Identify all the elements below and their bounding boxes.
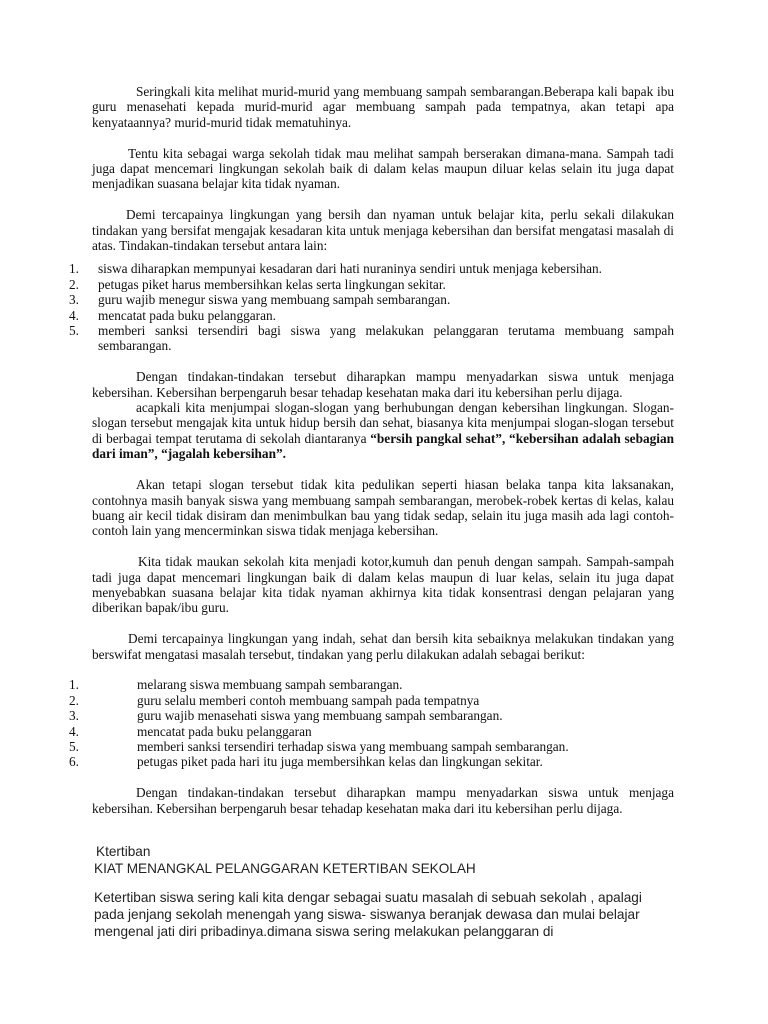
- list-item-text: guru wajib menasehati siswa yang membuang sampah sembarangan.: [137, 708, 503, 724]
- paragraph-3: Demi tercapainya lingkungan yang bersih dan nyaman untuk belajar kita, perlu sekali dilakukan tindakan yang bersifat mengajak kesadaran kita untuk menjaga kebersihan dan bersifat mengatasi masalah di atas. Tindakan-tindakan tersebut antara lain:: [92, 207, 674, 254]
- list-item-number: 5.: [69, 323, 79, 339]
- paragraph-1: Seringkali kita melihat murid-murid yang membuang sampah sembarangan.Beberapa kali bapak ibu guru menasehati kepada murid-murid agar membuang sampah pada tempatnya, akan tetapi apa kenyataannya? murid-murid tidak mematuhinya.: [92, 84, 674, 130]
- list-item: [69, 754, 674, 769]
- section-label: Ktertiban: [96, 844, 151, 859]
- list-item: [69, 693, 674, 708]
- list-item: [69, 277, 674, 292]
- paragraph-5-text: acapkali kita menjumpai slogan-slogan yang berhubungan dengan kebersihan lingkungan. Slogan-slogan tersebut mengajak kita untuk hidup bersih dan sehat, biasanya kita menjumpai slogan-slogan tersebut di berbagai tempat terutama di sekolah diantaranya: [92, 400, 674, 446]
- list-item-text: guru selalu memberi contoh membuang sampah pada tempatnya: [137, 692, 480, 708]
- list-item: [69, 292, 674, 307]
- list-item-text: siswa diharapkan mempunyai kesadaran dari hati nuraninya sendiri untuk menjaga kebersihan.: [98, 261, 603, 277]
- list-item: [69, 677, 674, 692]
- list-item-text: guru wajib menegur siswa yang membuang sampah sembarangan.: [98, 292, 451, 308]
- section-title: KIAT MENANGKAL PELANGGARAN KETERTIBAN SEKOLAH: [94, 861, 476, 876]
- ketertiban-section: [94, 843, 674, 940]
- list-item-text: petugas piket harus membersihkan kelas serta lingkungan sekitar.: [98, 276, 446, 292]
- paragraph-9: Dengan tindakan-tindakan tersebut diharapkan mampu menyadarkan siswa untuk menjaga kebersihan. Kebersihan berpengaruh besar tehadap kesehatan maka dari itu kebersihan perlu dijaga.: [92, 785, 674, 816]
- list-item: [69, 708, 674, 723]
- list-item-text: memberi sanksi tersendiri bagi siswa yang melakukan pelanggaran terutama membuang sampah sembarangan.: [98, 323, 674, 354]
- list-item-text: mencatat pada buku pelanggaran: [137, 723, 312, 739]
- paragraph-2: Tentu kita sebagai warga sekolah tidak mau melihat sampah berserakan dimana-mana. Sampah tadi juga dapat mencemari lingkungan sekolah baik di dalam kelas maupun diluar kelas selain itu juga dapat menjadikan suasana belajar kita tidak nyaman.: [92, 145, 674, 192]
- action-list-2: [69, 677, 674, 769]
- list-item-number: 1.: [69, 261, 79, 277]
- list-item-text: petugas piket pada hari itu juga membersihkan kelas dan lingkungan sekitar.: [137, 754, 543, 770]
- slogan-list: “bersih pangkal sehat”, “kebersihan adalah sebagian dari iman”, “jagalah kebersihan”.: [92, 430, 674, 462]
- action-list-1: [69, 261, 674, 353]
- list-item-number: 5.: [69, 738, 79, 754]
- list-item-number: 1.: [69, 677, 79, 693]
- section-body: Ketertiban siswa sering kali kita dengar sebagai suatu masalah di sebuah sekolah , apalagi pada jenjang sekolah menengah yang siswa- siswanya beranjak dewasa dan mulai belajar mengenal jati diri pribadinya.dimana siswa sering melakukan pelanggaran di: [94, 890, 642, 939]
- paragraph-5: [92, 400, 674, 462]
- paragraph-7: Kita tidak maukan sekolah kita menjadi kotor,kumuh dan penuh dengan sampah. Sampah-sampah tadi juga dapat mencemari lingkungan baik di dalam kelas maupun di luar kelas, selain itu juga dapat menyebabkan suasana belajar kita tidak nyaman akhirnya kita tidak konsentrasi dengan pelajaran yang diberikan bapak/ibu guru.: [92, 554, 674, 616]
- list-item-text: mencatat pada buku pelanggaran.: [98, 307, 276, 323]
- list-item: [69, 724, 674, 739]
- paragraph-4: Dengan tindakan-tindakan tersebut diharapkan mampu menyadarkan siswa untuk menjaga kebersihan. Kebersihan berpengaruh besar tehadap kesehatan maka dari itu kebersihan perlu dijaga.: [92, 369, 674, 400]
- list-item: [69, 739, 674, 754]
- list-item-number: 3.: [69, 292, 79, 308]
- list-item-number: 4.: [69, 307, 79, 323]
- list-item-number: 2.: [69, 276, 79, 292]
- paragraph-6: Akan tetapi slogan tersebut tidak kita pedulikan seperti hiasan belaka tanpa kita laksanakan, contohnya masih banyak siswa yang membuang sampah sembarangan, merobek-robek kertas di kelas, kalau buang air kecil tidak disiram dan menimbulkan bau yang tidak sedap, selain itu juga masih ada lagi contoh-contoh lain yang mencerminkan siswa tidak menjaga kebersihan.: [92, 477, 674, 539]
- list-item-number: 6.: [69, 754, 79, 770]
- list-item-text: melarang siswa membuang sampah sembarangan.: [137, 677, 403, 693]
- document-page: [69, 84, 674, 816]
- list-item: [69, 261, 674, 276]
- list-item-text: memberi sanksi tersendiri terhadap siswa yang membuang sampah sembarangan.: [137, 738, 569, 754]
- list-item-number: 2.: [69, 692, 79, 708]
- paragraph-8: Demi tercapainya lingkungan yang indah, sehat dan bersih kita sebaiknya melakukan tindakan yang berswifat mengatasi masalah tersebut, tindakan yang perlu dilakukan adalah sebagai berikut:: [92, 631, 674, 662]
- list-item-number: 4.: [69, 723, 79, 739]
- list-item: [69, 308, 674, 323]
- list-item: [69, 323, 674, 354]
- list-item-number: 3.: [69, 708, 79, 724]
